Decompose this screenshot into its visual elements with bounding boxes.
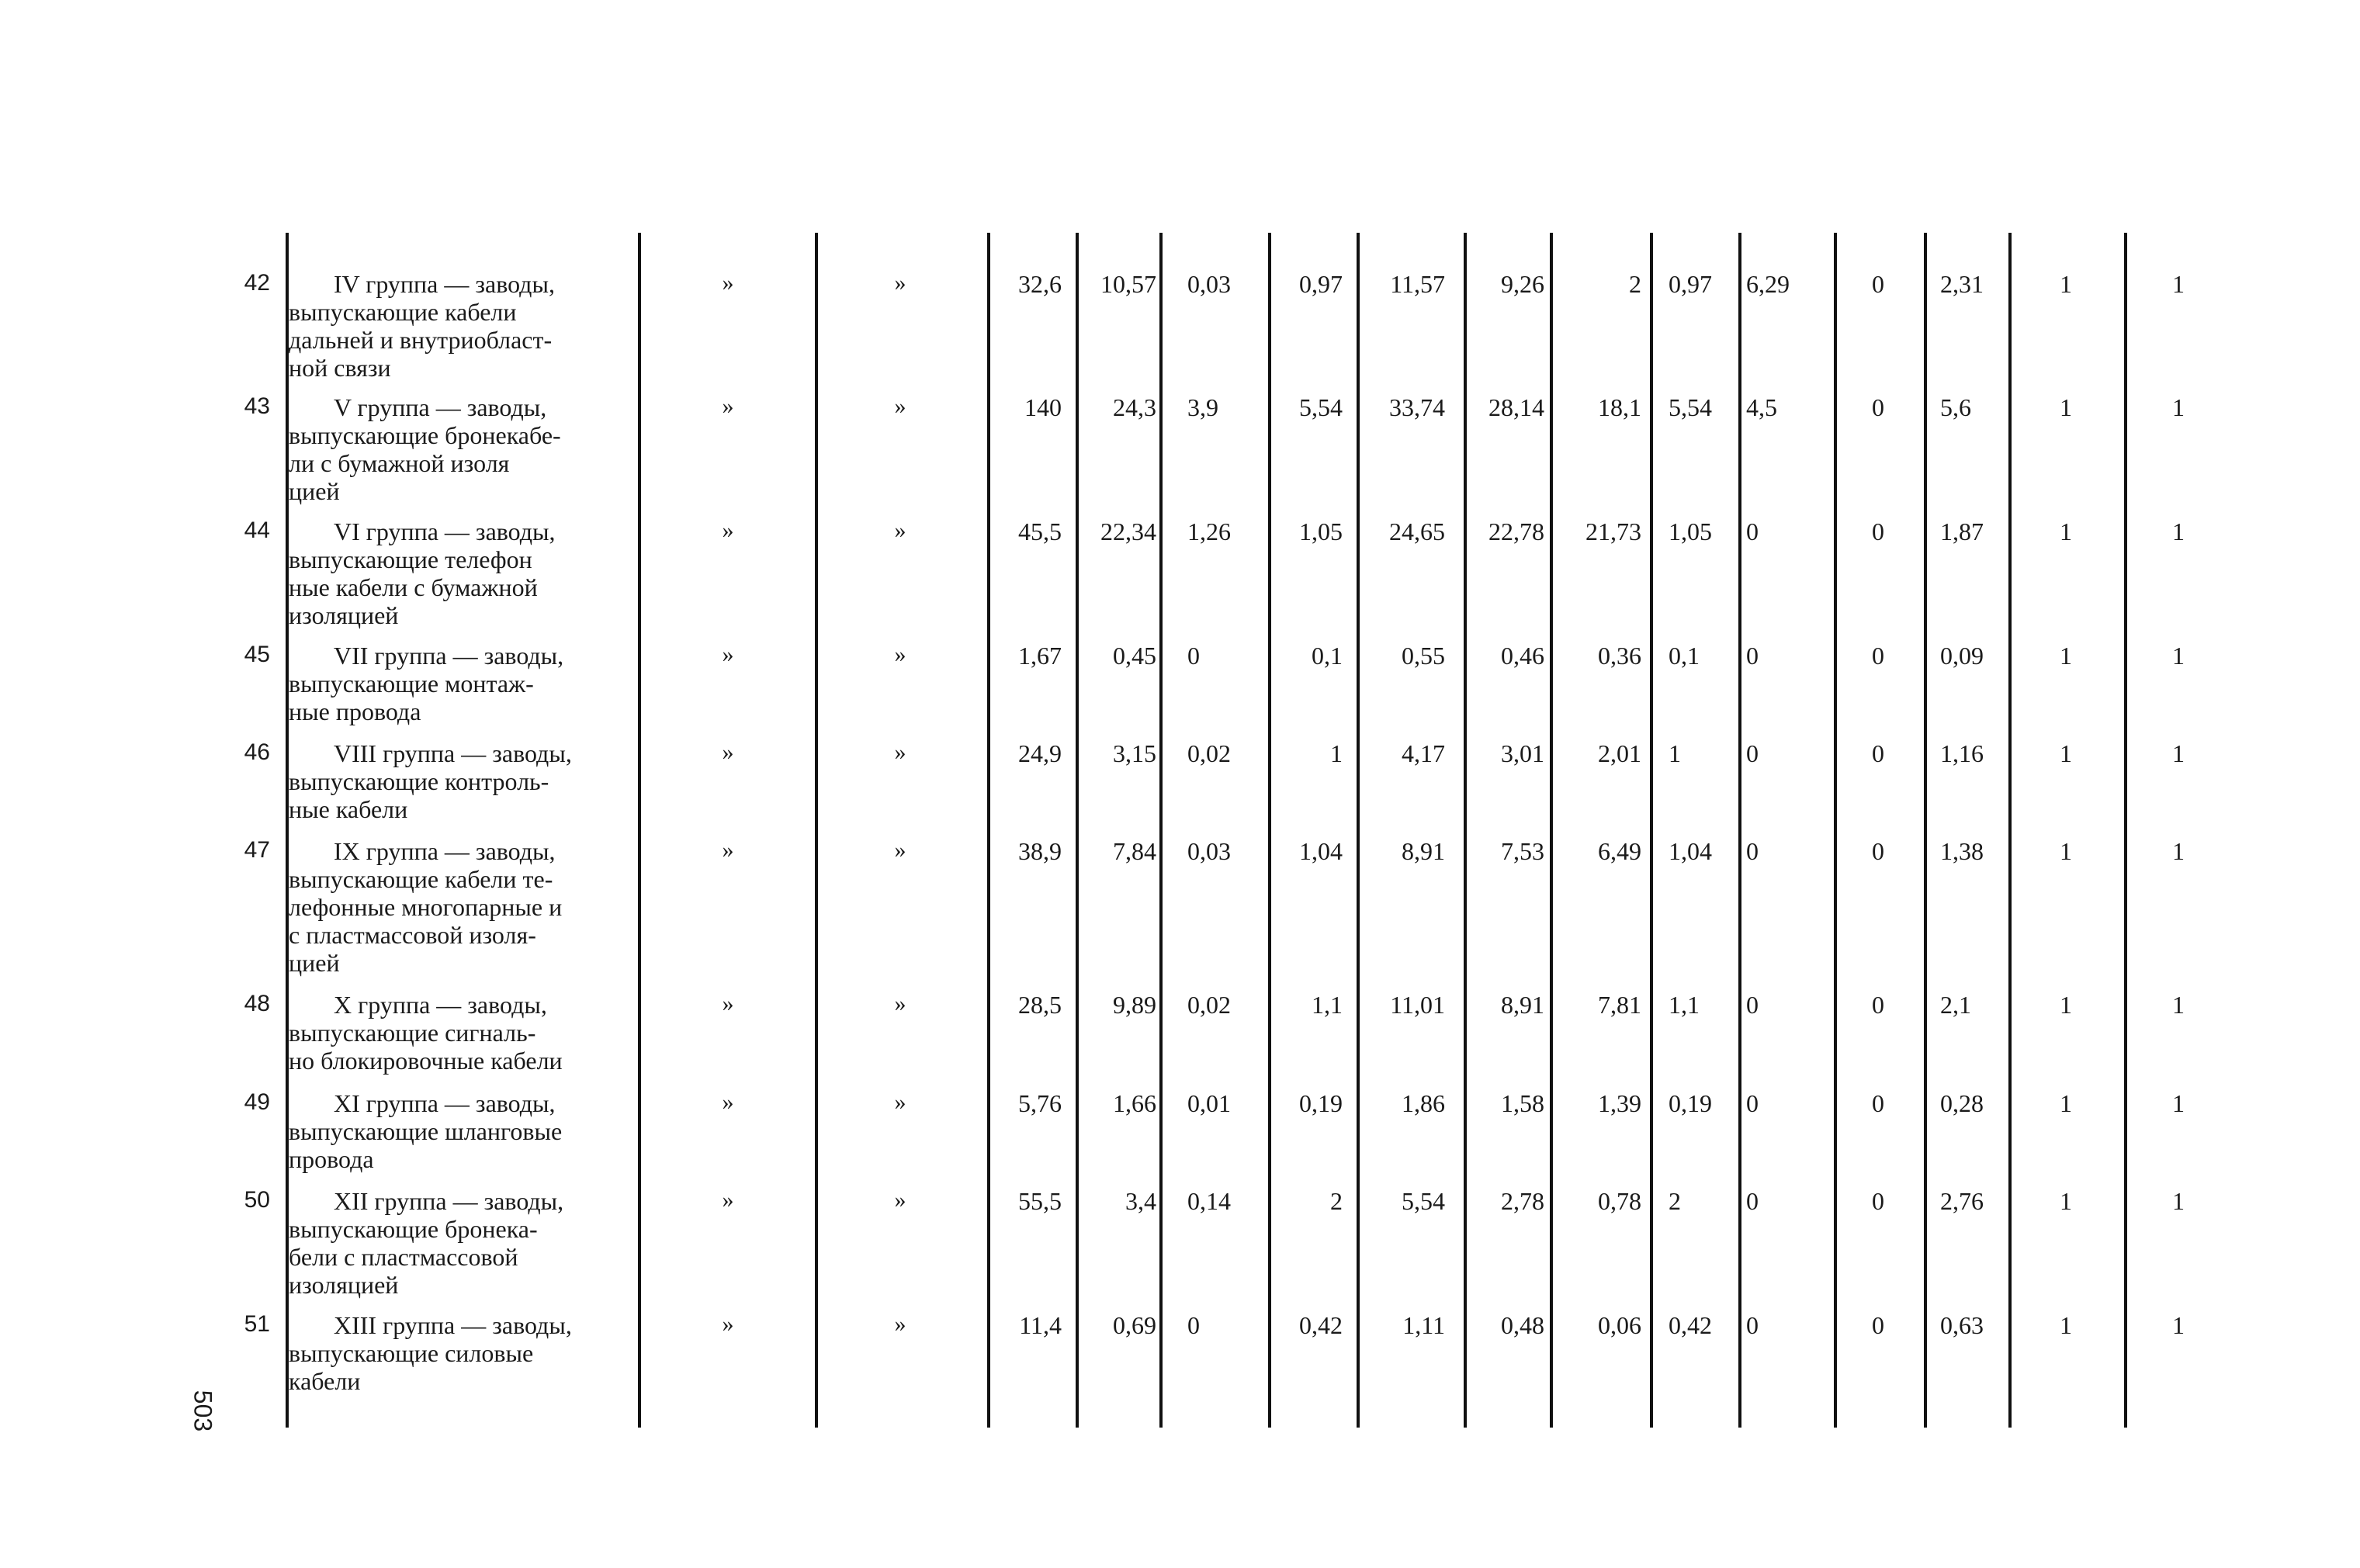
- description-line: изоляцией: [289, 1271, 399, 1299]
- value-cell: 0,42: [1299, 1311, 1343, 1339]
- value-cell: 9,26: [1501, 270, 1544, 298]
- row-number: 48: [244, 991, 270, 1016]
- value-cell: 1,11: [1402, 1311, 1445, 1339]
- value-cell: 1: [2060, 270, 2072, 298]
- description-line: дальней и внутриобласт-: [289, 326, 553, 354]
- value-cell: 2,1: [1940, 991, 1971, 1019]
- value-cell: 1,38: [1940, 837, 1984, 865]
- value-cell: 1: [2060, 1089, 2072, 1117]
- value-cell: 5,54: [1402, 1187, 1445, 1215]
- value-cell: 2: [1669, 1187, 1681, 1215]
- row-number: 46: [244, 739, 270, 765]
- value-cell: 0,36: [1598, 642, 1641, 670]
- row-description: [289, 1311, 630, 1395]
- description-line: провода: [289, 1145, 374, 1173]
- value-cell: 0: [1872, 393, 1884, 421]
- value-cell: 0: [1872, 739, 1884, 767]
- value-cell: 1: [2172, 739, 2185, 767]
- description-line: ной связи: [289, 354, 391, 382]
- ditto-mark: »: [722, 1089, 734, 1115]
- ditto-mark: »: [722, 739, 734, 765]
- value-cell: 0,97: [1299, 270, 1343, 298]
- ditto-mark: »: [722, 270, 734, 296]
- description-line: X группа — заводы,: [334, 991, 547, 1019]
- ditto-mark: »: [722, 1311, 734, 1337]
- description-line: VII группа — заводы,: [334, 642, 564, 670]
- value-cell: 0: [1746, 517, 1759, 545]
- value-cell: 1: [2172, 1089, 2185, 1117]
- ditto-mark: »: [722, 991, 734, 1016]
- column-rule: [1159, 233, 1163, 1428]
- row-description: [289, 739, 630, 823]
- description-line: лефонные многопарные и: [289, 893, 563, 921]
- description-line: кабели: [289, 1367, 361, 1395]
- value-cell: 7,53: [1501, 837, 1544, 865]
- value-cell: 21,73: [1585, 517, 1641, 545]
- ditto-mark: »: [722, 1187, 734, 1213]
- value-cell: 1,26: [1187, 517, 1231, 545]
- value-cell: 5,54: [1299, 393, 1343, 421]
- value-cell: 0,02: [1187, 739, 1231, 767]
- value-cell: 1: [2172, 517, 2185, 545]
- value-cell: 1,58: [1501, 1089, 1544, 1117]
- value-cell: 1,04: [1669, 837, 1712, 865]
- description-line: IX группа — заводы,: [334, 837, 556, 865]
- value-cell: 22,78: [1488, 517, 1544, 545]
- description-line: ные провода: [289, 697, 421, 725]
- value-cell: 1: [2172, 1311, 2185, 1339]
- value-cell: 0,19: [1299, 1089, 1343, 1117]
- description-line: бели с пластмассовой: [289, 1243, 518, 1271]
- value-cell: 2: [1629, 270, 1641, 298]
- value-cell: 1,1: [1669, 991, 1700, 1019]
- value-cell: 0: [1746, 1187, 1759, 1215]
- value-cell: 2,01: [1598, 739, 1641, 767]
- value-cell: 0: [1872, 270, 1884, 298]
- value-cell: 0: [1746, 1089, 1759, 1117]
- ditto-mark: »: [722, 837, 734, 863]
- value-cell: 38,9: [1018, 837, 1062, 865]
- row-description: [289, 642, 630, 725]
- value-cell: 3,4: [1125, 1187, 1156, 1215]
- row-number: 45: [244, 642, 270, 667]
- value-cell: 0: [1872, 837, 1884, 865]
- row-number: 42: [244, 270, 270, 296]
- ditto-mark: »: [894, 1311, 906, 1337]
- value-cell: 1: [1669, 739, 1681, 767]
- value-cell: 1: [2172, 393, 2185, 421]
- row-number: 43: [244, 393, 270, 419]
- description-line: IV группа — заводы,: [334, 270, 555, 298]
- description-line: выпускающие силовые: [289, 1339, 534, 1367]
- description-line: выпускающие телефон: [289, 545, 532, 573]
- value-cell: 33,74: [1389, 393, 1445, 421]
- value-cell: 1: [2172, 837, 2185, 865]
- value-cell: 1,86: [1402, 1089, 1445, 1117]
- row-description: [289, 270, 630, 382]
- page-number: 503: [189, 1390, 217, 1432]
- value-cell: 1: [2172, 270, 2185, 298]
- value-cell: 4,17: [1402, 739, 1445, 767]
- value-cell: 2,76: [1940, 1187, 1984, 1215]
- ditto-mark: »: [894, 393, 906, 419]
- description-line: ные кабели: [289, 795, 408, 823]
- row-number: 44: [244, 517, 270, 543]
- value-cell: 1: [2060, 642, 2072, 670]
- description-line: V группа — заводы,: [334, 393, 547, 421]
- value-cell: 5,54: [1669, 393, 1712, 421]
- value-cell: 140: [1024, 393, 1062, 421]
- value-cell: 11,57: [1390, 270, 1445, 298]
- description-line: выпускающие бронека-: [289, 1215, 538, 1243]
- ditto-mark: »: [894, 739, 906, 765]
- column-rule: [1357, 233, 1360, 1428]
- value-cell: 0,78: [1598, 1187, 1641, 1215]
- description-line: выпускающие бронекабе-: [289, 421, 561, 449]
- description-line: выпускающие сигналь-: [289, 1019, 536, 1047]
- value-cell: 24,9: [1018, 739, 1062, 767]
- column-rule: [1650, 233, 1653, 1428]
- column-rule: [1550, 233, 1553, 1428]
- value-cell: 5,76: [1018, 1089, 1062, 1117]
- ditto-mark: »: [894, 991, 906, 1016]
- value-cell: 0: [1872, 1089, 1884, 1117]
- value-cell: 0,28: [1940, 1089, 1984, 1117]
- value-cell: 2,78: [1501, 1187, 1544, 1215]
- value-cell: 0: [1872, 991, 1884, 1019]
- description-line: XI группа — заводы,: [334, 1089, 556, 1117]
- value-cell: 1,66: [1113, 1089, 1156, 1117]
- value-cell: 1,1: [1312, 991, 1343, 1019]
- value-cell: 11,01: [1390, 991, 1445, 1019]
- description-line: с пластмассовой изоля-: [289, 921, 536, 949]
- value-cell: 0: [1746, 991, 1759, 1019]
- value-cell: 1: [2172, 1187, 2185, 1215]
- value-cell: 0,03: [1187, 270, 1231, 298]
- column-rule: [1738, 233, 1741, 1428]
- value-cell: 11,4: [1019, 1311, 1062, 1339]
- value-cell: 0,69: [1113, 1311, 1156, 1339]
- ditto-mark: »: [894, 837, 906, 863]
- value-cell: 7,84: [1113, 837, 1156, 865]
- value-cell: 0,1: [1669, 642, 1700, 670]
- row-number: 47: [244, 837, 270, 863]
- row-number: 51: [244, 1311, 270, 1337]
- description-line: выпускающие шланговые: [289, 1117, 563, 1145]
- value-cell: 7,81: [1598, 991, 1641, 1019]
- value-cell: 0,02: [1187, 991, 1231, 1019]
- value-cell: 0,46: [1501, 642, 1544, 670]
- value-cell: 1,39: [1598, 1089, 1641, 1117]
- description-line: цией: [289, 477, 340, 505]
- ditto-mark: »: [722, 517, 734, 543]
- description-line: XIII группа — заводы,: [334, 1311, 572, 1339]
- value-cell: 0,14: [1187, 1187, 1231, 1215]
- value-cell: 0,1: [1312, 642, 1343, 670]
- row-number: 49: [244, 1089, 270, 1115]
- value-cell: 0,63: [1940, 1311, 1984, 1339]
- value-cell: 8,91: [1501, 991, 1544, 1019]
- description-line: выпускающие контроль-: [289, 767, 549, 795]
- value-cell: 0: [1872, 1311, 1884, 1339]
- column-rule: [2008, 233, 2012, 1428]
- value-cell: 6,49: [1598, 837, 1641, 865]
- value-cell: 0: [1872, 1187, 1884, 1215]
- description-line: VIII группа — заводы,: [334, 739, 572, 767]
- value-cell: 1,16: [1940, 739, 1984, 767]
- column-rule: [638, 233, 641, 1428]
- ditto-mark: »: [722, 642, 734, 667]
- column-rule: [1076, 233, 1079, 1428]
- row-description: [289, 1089, 630, 1173]
- ditto-mark: »: [894, 1089, 906, 1115]
- value-cell: 0: [1746, 739, 1759, 767]
- row-description: [289, 837, 630, 977]
- value-cell: 0,03: [1187, 837, 1231, 865]
- value-cell: 45,5: [1018, 517, 1062, 545]
- value-cell: 1,87: [1940, 517, 1984, 545]
- ditto-mark: »: [722, 393, 734, 419]
- value-cell: 0: [1746, 1311, 1759, 1339]
- description-line: цией: [289, 949, 340, 977]
- value-cell: 1: [2060, 393, 2072, 421]
- description-line: изоляцией: [289, 601, 399, 629]
- value-cell: 1: [1330, 739, 1343, 767]
- column-rule: [987, 233, 990, 1428]
- value-cell: 55,5: [1018, 1187, 1062, 1215]
- row-description: [289, 1187, 630, 1299]
- value-cell: 24,3: [1113, 393, 1156, 421]
- value-cell: 1: [2060, 739, 2072, 767]
- value-cell: 1,67: [1018, 642, 1062, 670]
- column-rule: [1834, 233, 1837, 1428]
- value-cell: 8,91: [1402, 837, 1445, 865]
- value-cell: 2: [1330, 1187, 1343, 1215]
- column-rule: [815, 233, 818, 1428]
- ditto-mark: »: [894, 517, 906, 543]
- description-line: ные кабели с бумажной: [289, 573, 538, 601]
- value-cell: 24,65: [1389, 517, 1445, 545]
- row-description: [289, 517, 630, 629]
- row-number: 50: [244, 1187, 270, 1213]
- value-cell: 3,15: [1113, 739, 1156, 767]
- description-line: выпускающие кабели те-: [289, 865, 553, 893]
- value-cell: 1,05: [1669, 517, 1712, 545]
- column-rule: [2124, 233, 2127, 1428]
- value-cell: 10,57: [1100, 270, 1156, 298]
- description-line: выпускающие кабели: [289, 298, 517, 326]
- value-cell: 9,89: [1113, 991, 1156, 1019]
- ditto-mark: »: [894, 1187, 906, 1213]
- value-cell: 0: [1872, 642, 1884, 670]
- description-line: но блокировочные кабели: [289, 1047, 563, 1075]
- value-cell: 0: [1872, 517, 1884, 545]
- description-line: ли с бумажной изоля: [289, 449, 510, 477]
- value-cell: 4,5: [1746, 393, 1777, 421]
- value-cell: 0: [1746, 837, 1759, 865]
- value-cell: 1: [2172, 642, 2185, 670]
- description-line: выпускающие монтаж-: [289, 670, 534, 697]
- value-cell: 0: [1187, 642, 1200, 670]
- row-description: [289, 991, 630, 1075]
- value-cell: 0,06: [1598, 1311, 1641, 1339]
- value-cell: 0,48: [1501, 1311, 1544, 1339]
- ditto-mark: »: [894, 270, 906, 296]
- value-cell: 1: [2060, 517, 2072, 545]
- value-cell: 1: [2060, 1187, 2072, 1215]
- column-rule: [1268, 233, 1271, 1428]
- value-cell: 1: [2172, 991, 2185, 1019]
- value-cell: 1,05: [1299, 517, 1343, 545]
- value-cell: 32,6: [1018, 270, 1062, 298]
- value-cell: 2,31: [1940, 270, 1984, 298]
- row-description: [289, 393, 630, 505]
- value-cell: 0,09: [1940, 642, 1984, 670]
- value-cell: 0,55: [1402, 642, 1445, 670]
- description-line: XII группа — заводы,: [334, 1187, 564, 1215]
- value-cell: 3,01: [1501, 739, 1544, 767]
- value-cell: 1: [2060, 1311, 2072, 1339]
- value-cell: 5,6: [1940, 393, 1971, 421]
- value-cell: 18,1: [1598, 393, 1641, 421]
- value-cell: 1,04: [1299, 837, 1343, 865]
- value-cell: 1: [2060, 837, 2072, 865]
- value-cell: 0,19: [1669, 1089, 1712, 1117]
- value-cell: 0,01: [1187, 1089, 1231, 1117]
- column-rule: [1924, 233, 1927, 1428]
- value-cell: 3,9: [1187, 393, 1218, 421]
- value-cell: 0: [1187, 1311, 1200, 1339]
- description-line: VI группа — заводы,: [334, 517, 556, 545]
- column-rule: [1464, 233, 1467, 1428]
- value-cell: 0,97: [1669, 270, 1712, 298]
- value-cell: 0,45: [1113, 642, 1156, 670]
- value-cell: 1: [2060, 991, 2072, 1019]
- value-cell: 0,42: [1669, 1311, 1712, 1339]
- value-cell: 22,34: [1100, 517, 1156, 545]
- value-cell: 6,29: [1746, 270, 1790, 298]
- value-cell: 28,14: [1488, 393, 1544, 421]
- value-cell: 28,5: [1018, 991, 1062, 1019]
- ditto-mark: »: [894, 642, 906, 667]
- value-cell: 0: [1746, 642, 1759, 670]
